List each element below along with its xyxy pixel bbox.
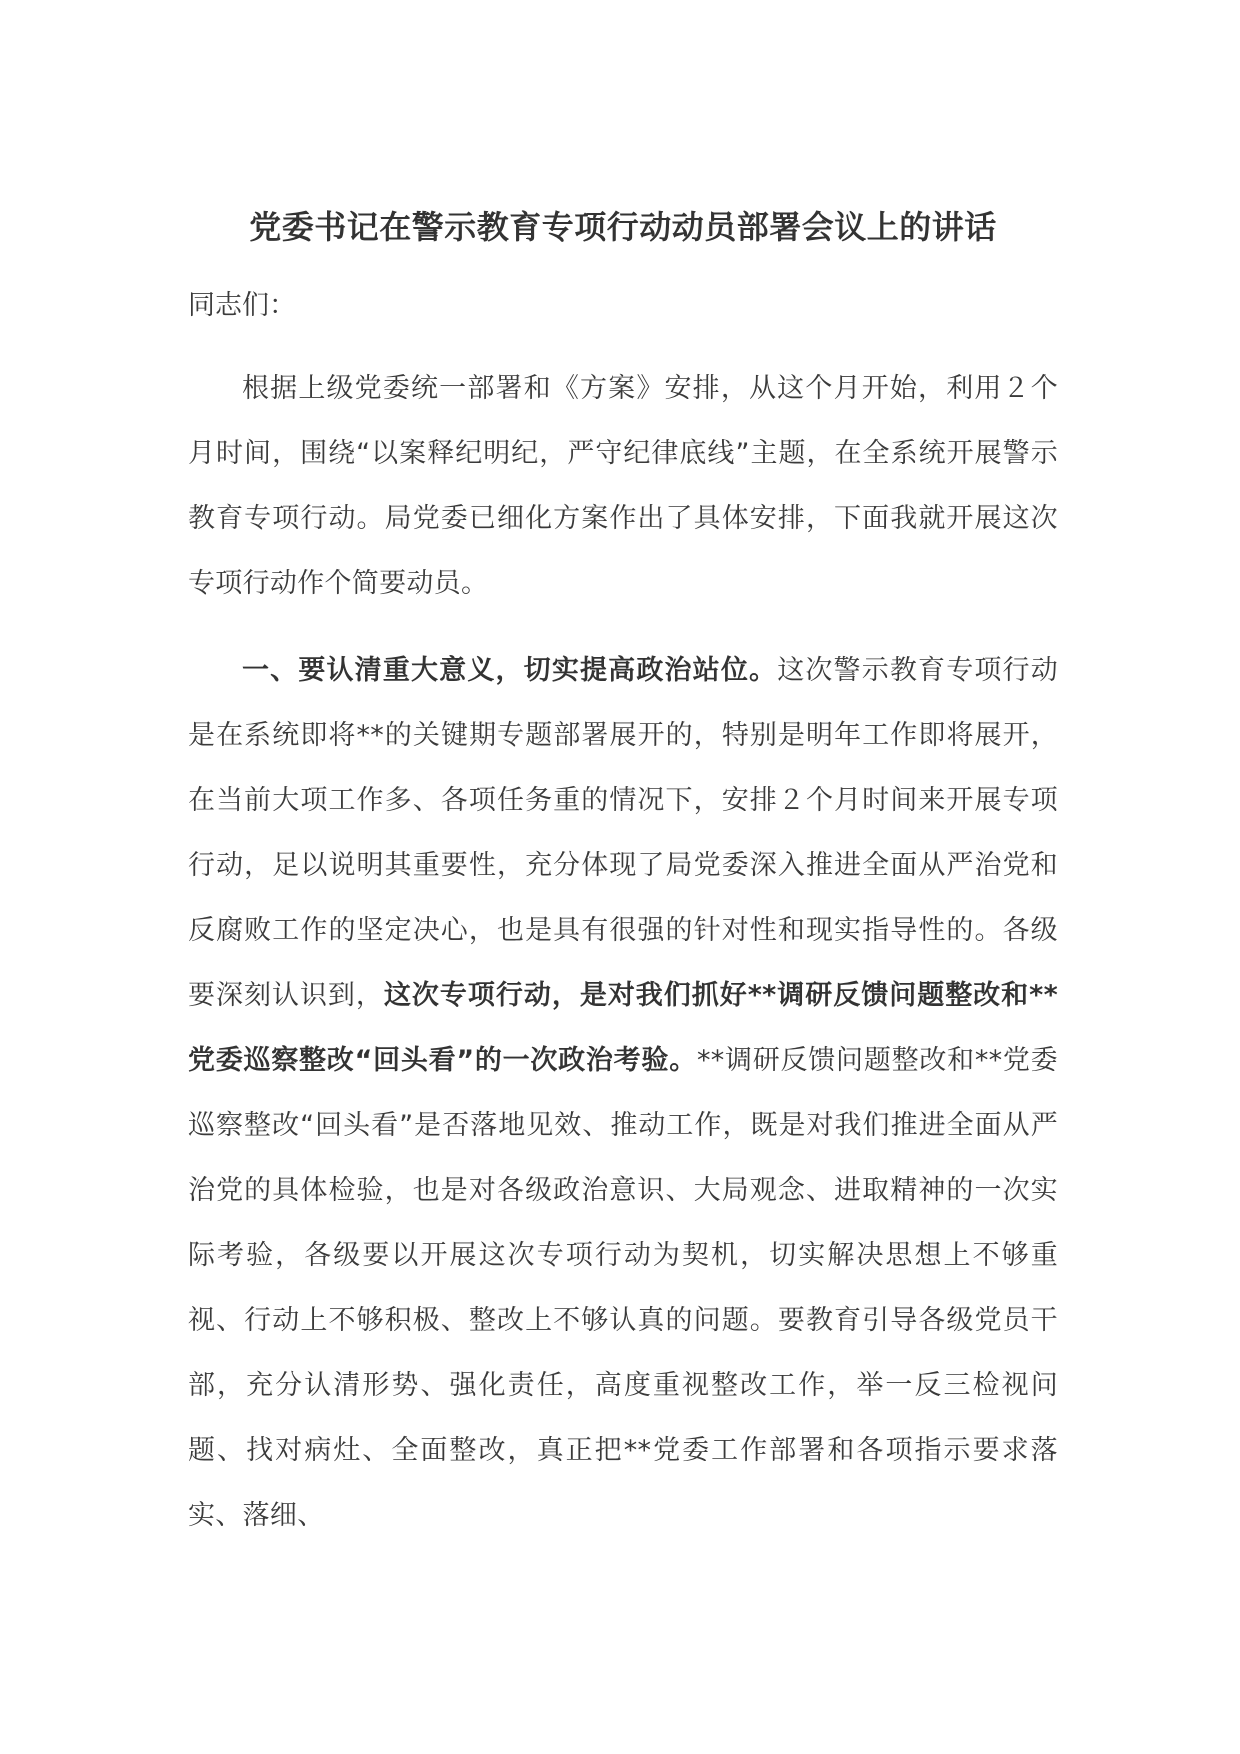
section-1-emphasis: 这次专项行动，是对我们抓好**调研反馈问题整改和**党委巡察整改“回头看”的一次政治考验。	[188, 980, 1058, 1076]
salutation: 同志们：	[188, 290, 296, 321]
paragraph-section-1	[188, 638, 1058, 1548]
section-1-text-b: **调研反馈问题整改和**党委巡察整改“回头看”是否落地见效、推动工作，既是对我们推进全面从严治党的具体检验，也是对各级政治意识、大局观念、进取精神的一次实际考验，各级要以开展这次专项行动为契机，切实解决思想上不够重视、行动上不够积极、整改上不够认真的问题。要教育引导各级党员干部，充分认清形势、强化责任，高度重视整改工作，举一反三检视问题、找对病灶、全面整改，真正把**党委工作部署和各项指示要求落实、落细、	[188, 1045, 1058, 1531]
document-page	[188, 204, 1058, 1570]
section-1-heading: 一、要认清重大意义，切实提高政治站位。	[242, 655, 778, 686]
section-1-text-a: 这次警示教育专项行动是在系统即将**的关键期专题部署展开的，特别是明年工作即将展开，在当前大项工作多、各项任务重的情况下，安排２个月时间来开展专项行动，足以说明其重要性，充分体现了局党委深入推进全面从严治党和反腐败工作的坚定决心，也是具有很强的针对性和现实指导性的。各级要深刻认识到，	[188, 655, 1058, 1011]
document-title: 党委书记在警示教育专项行动动员部署会议上的讲话	[249, 208, 997, 246]
paragraph-intro: 根据上级党委统一部署和《方案》安排，从这个月开始，利用２个月时间，围绕“以案释纪明纪，严守纪律底线”主题，在全系统开展警示教育专项行动。局党委已细化方案作出了具体安排，下面我就开展这次专项行动作个简要动员。	[188, 373, 1058, 599]
